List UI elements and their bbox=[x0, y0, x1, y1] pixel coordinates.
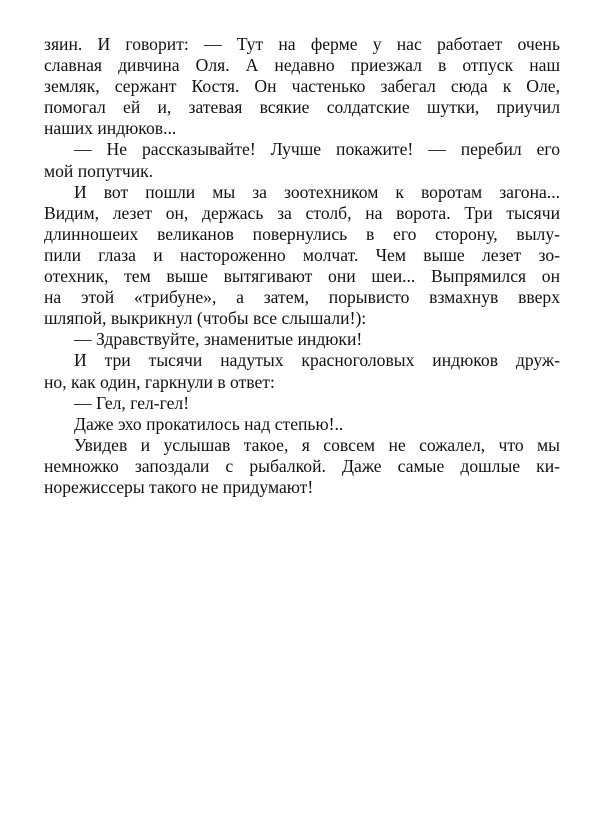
text-line: наших индюков... bbox=[44, 118, 177, 139]
text-line: — Гел, гел-гел! bbox=[74, 392, 190, 413]
text-line: длинношеих великанов повернулись в его сторону, вылу- bbox=[44, 223, 560, 244]
text-line: шляпой, выкрикнул (чтобы все слышали!): bbox=[44, 308, 367, 329]
text-line: И вот пошли мы за зоотехником к воротам загона... bbox=[74, 181, 560, 202]
text-line: славная дивчина Оля. А недавно приезжал в отпуск наш bbox=[44, 55, 560, 76]
text-line: земляк, сержант Костя. Он частенько забегал сюда к Оле, bbox=[44, 76, 560, 97]
body-text bbox=[44, 34, 560, 498]
text-line: Видим, лезет он, держась за столб, на ворота. Три тысячи bbox=[44, 202, 560, 223]
text-line: — Здравствуйте, знаменитые индюки! bbox=[74, 329, 363, 350]
text-line: И три тысячи надутых красноголовых индюков друж- bbox=[74, 350, 560, 371]
text-line: зяин. И говорит: — Тут на ферме у нас работает очень bbox=[44, 34, 560, 54]
text-line: на этой «трибуне», а затем, порывисто взмахнув вверх bbox=[44, 287, 560, 308]
text-line: пили глаза и настороженно молчат. Чем выше лезет зо- bbox=[44, 244, 560, 265]
text-line: мой попутчик. bbox=[44, 160, 154, 181]
text-line: отехник, тем выше вытягивают они шеи... Выпрямился он bbox=[44, 266, 560, 287]
text-line: немножко запоздали с рыбалкой. Даже самые дошлые ки- bbox=[44, 455, 560, 476]
text-line: — Не рассказывайте! Лучше покажите! — перебил его bbox=[74, 139, 560, 160]
text-line: Увидев и услышав такое, я совсем не сожалел, что мы bbox=[74, 434, 560, 455]
text-line: помогал ей и, затевая всякие солдатские шутки, приучил bbox=[44, 97, 560, 118]
text-line: Даже эхо прокатилось над степью!.. bbox=[74, 413, 344, 434]
text-line: но, как один, гаркнули в ответ: bbox=[44, 371, 275, 392]
text-line: норежиссеры такого не придумают! bbox=[44, 476, 314, 497]
